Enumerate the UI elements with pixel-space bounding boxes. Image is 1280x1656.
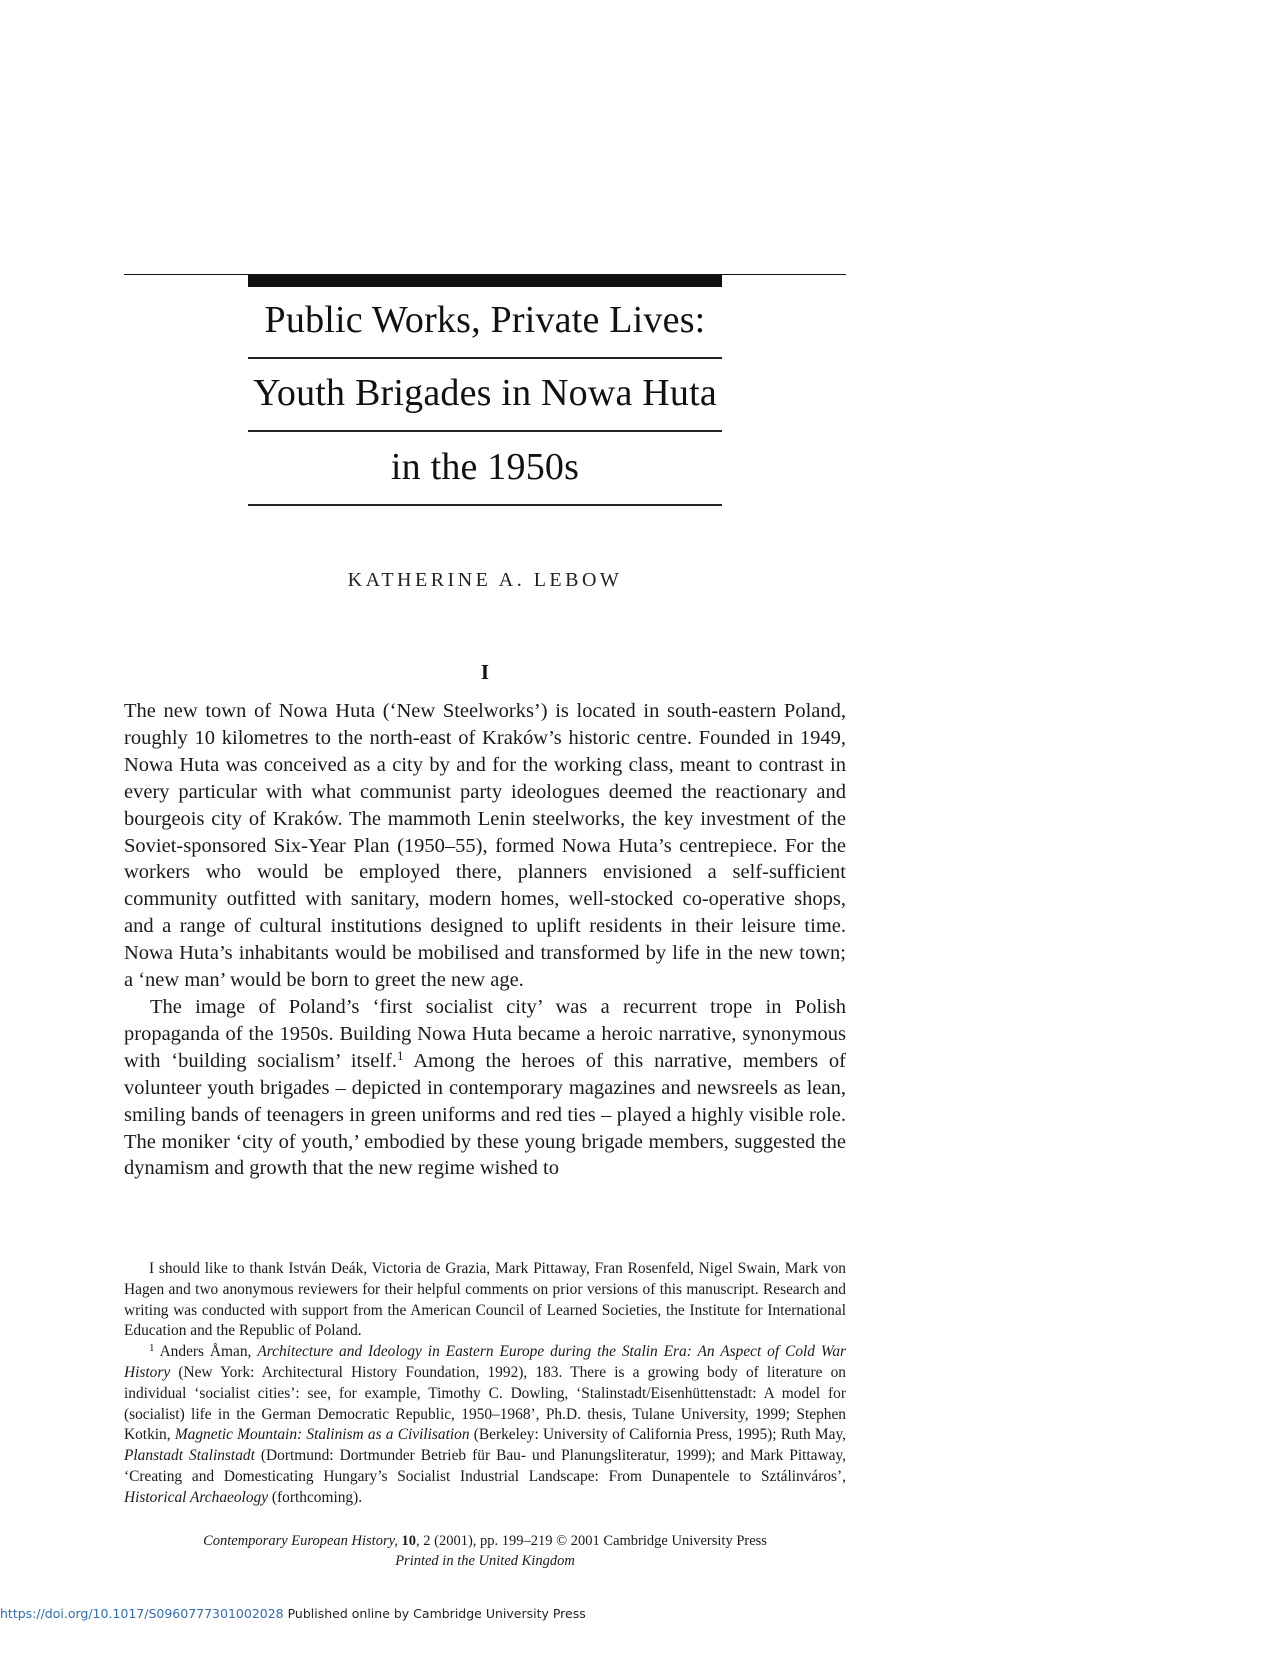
doi-link[interactable]: https://doi.org/10.1017/S0960777301002028 (0, 1606, 284, 1621)
title-line-3: in the 1950s (390, 446, 580, 488)
section-number: I (480, 660, 490, 684)
journal-line (124, 1531, 846, 1551)
acknowledgement-note: I should like to thank István Deák, Victoria de Grazia, Mark Pittaway, Fran Rosenfeld, Nigel Swain, Mark von Hagen and two anonymous reviewers for their helpful comments on prior versions of this manuscript. Research and writing was conducted with support from the American Council of Learned Societies, the Institute for International Education and the Republic of Poland. (124, 1260, 846, 1340)
footnote-text: (New York: Architectural History Foundation, 1992), 183. There is a growing body of literature on individual ‘socialist cities’: see, for example, Timothy C. Dowling, ‘Stalinstadt/Eisenhüttenstadt: A model for (socialist) life in the German Democratic Republic, 1950–1968’, Ph.D. thesis, Tulane University, 1999; Stephen Kotkin, (124, 1363, 846, 1444)
footnote-title: Historical Archaeology (124, 1488, 269, 1506)
paragraph (124, 994, 846, 1182)
footnotes (124, 1259, 846, 1509)
paragraph: The new town of Nowa Huta (‘New Steelworks’) is located in south-eastern Poland, roughly 10 kilometres to the north-east of Kraków’s historic centre. Founded in 1949, Nowa Huta was conceived as a city by and for the working class, meant to contrast in every particular with what communist party ideologues deemed the reactionary and bourgeois city of Kraków. The mammoth Lenin steelworks, the key investment of the Soviet-sponsored Six-Year Plan (1950–55), formed Nowa Huta’s centrepiece. For the workers who would be employed there, planners envisioned a self-sufficient community outfitted with sanitary, modern homes, well-stocked co-operative shops, and a range of cultural institutions designed to uplift residents in their leisure time. Nowa Huta’s inhabitants would be mobilised and transformed by life in the new town; a ‘new man’ would be born to greet the new age. (124, 700, 846, 992)
title-divider-1 (248, 357, 722, 359)
footnote-1 (124, 1342, 846, 1508)
published-online-text: Published online by Cambridge University Press (283, 1606, 586, 1621)
paragraph-text: Among the heroes of this narrative, members of volunteer youth brigades – depicted in contemporary magazines and newsreels as lean, smiling bands of teenagers in green uniforms and red ties – played a highly visible role. The moniker ‘city of youth,’ embodied by these young brigade members, suggested the dynamism and growth that the new regime wished to (124, 1049, 846, 1180)
footnote-title: Planstadt Stalinstadt (124, 1447, 255, 1465)
header-rule-thick (248, 274, 722, 287)
footnote-title: Magnetic Mountain: Stalinism as a Civilisation (174, 1426, 470, 1444)
body-text (124, 698, 846, 1182)
footnote-title: Architecture and Ideology in Eastern Europe during the Stalin Era: An Aspect of Cold War History (124, 1343, 847, 1381)
footnote-text: Anders Åman, (154, 1343, 258, 1361)
title-divider-2 (248, 430, 722, 432)
paragraph-text: The image of Poland’s ‘first socialist city’ was a recurrent trope in Polish propaganda of the 1950s. Building Nowa Huta became a heroic narrative, synonymous with ‘building socialism’ itself. (124, 995, 846, 1072)
journal-citation (124, 1531, 846, 1571)
footnote-text: (Berkeley: University of California Press, 1995); Ruth May, (469, 1426, 846, 1444)
doi-footer (0, 1606, 586, 1626)
title-divider-3 (248, 504, 722, 506)
printed-line: Printed in the United Kingdom (395, 1553, 575, 1569)
title-line-1: Public Works, Private Lives: (264, 299, 706, 341)
footnote-number: 1 (149, 1342, 155, 1355)
author-name: KATHERINE A. LEBOW (347, 569, 623, 591)
footnote-text: (Dortmund: Dortmunder Betrieb für Bau- und Planungsliteratur, 1999); and Mark Pittaway, ‘Creating and Domesticating Hungary’s Socialist Industrial Landscape: From Dunapentele to Sztálinváros’, (124, 1447, 847, 1485)
title-line-2: Youth Brigades in Nowa Huta (253, 372, 717, 414)
journal-volume: 10 (401, 1533, 416, 1549)
footnote-marker[interactable]: 1 (396, 1047, 404, 1063)
footnote-text: (forthcoming). (268, 1488, 363, 1506)
journal-name: Contemporary European History, (203, 1533, 398, 1549)
journal-issue-pages: , 2 (2001), pp. 199–219 © 2001 Cambridge University Press (416, 1533, 767, 1549)
